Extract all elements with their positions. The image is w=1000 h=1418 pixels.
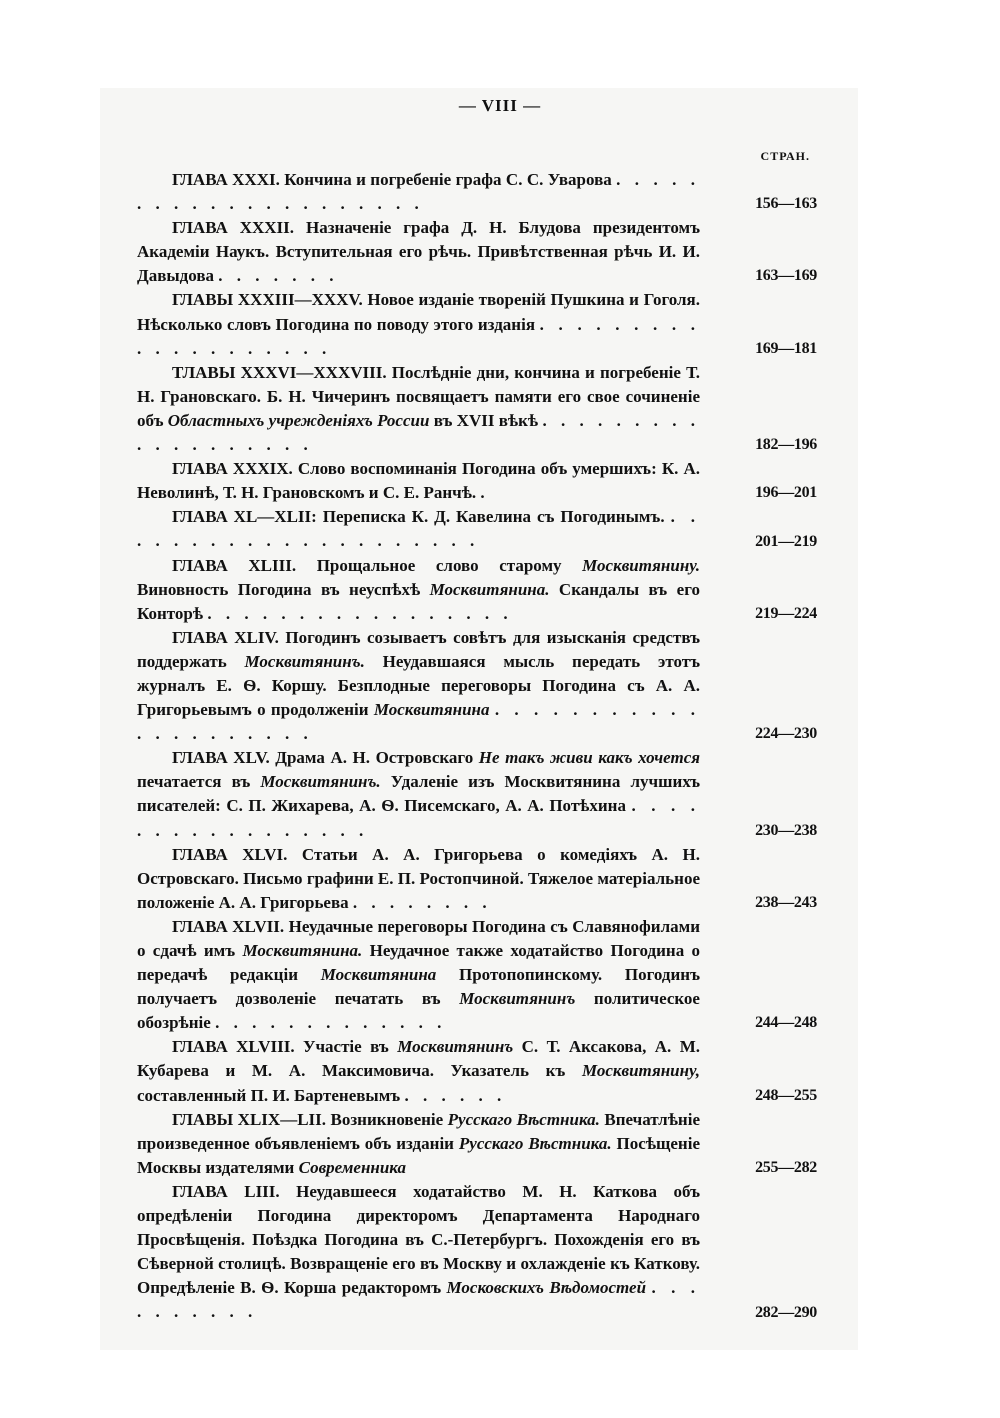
toc-entry[interactable]	[137, 1180, 817, 1325]
toc-entry[interactable]	[137, 1108, 817, 1180]
entry-text: ГЛАВА XXXI. Кончина и погребеніе графа С. С. Уварова . . . . . . . . . . . . . . . . . . . . .	[137, 170, 701, 214]
pages-column-label: СТРАН.	[760, 149, 810, 163]
toc-entry[interactable]	[137, 168, 817, 216]
entry-pages: 248—255	[755, 1086, 817, 1104]
entry-pages: 230—238	[755, 821, 817, 839]
entry-pages: 244—248	[755, 1014, 817, 1032]
entry-text: ГЛАВА XLV. Драма А. Н. Островскаго Не такъ живи какъ хочется печатается въ Москвитянинъ. Удаленіе изъ Москвитянина лучшихъ писателей: С. П. Жихарева, А. Ѳ. Писемскаго, А. А. Потѣхина . . . . . . . . . . . . . . . . .	[137, 748, 701, 840]
entry-pages: 169—181	[755, 339, 817, 357]
toc-entry[interactable]	[137, 457, 817, 505]
entry-pages: 238—243	[755, 893, 817, 911]
entry-text: ГЛАВА XLVII. Неудачные переговоры Погодина съ Славянофилами о сдачѣ имъ Москвитянина. Неудачное также ходатайство Погодина о передачѣ редакціи Москвитянина Протопопинскому. Погодинъ получаетъ дозволеніе печатать въ Москвитянинъ политическое обозрѣніе . . . . . . . . . . . . .	[137, 916, 701, 1033]
entry-text: ГЛАВА XLVI. Статьи А. А. Григорьева о комедіяхъ А. Н. Островскаго. Письмо графини Е. П. Ростопчиной. Тяжелое матеріальное положеніе А. А. Григорьева . . . . . . . .	[137, 844, 700, 912]
entry-text: ГЛАВА XLVIII. Участіе въ Москвитянинъ С. Т. Аксакова, А. М. Кубарева и М. А. Максимовича. Указатель къ Москвитянину, составленный П. И. Бартеневымъ . . . . . .	[137, 1037, 700, 1105]
toc-entry[interactable]	[137, 843, 817, 915]
entry-text: ГЛАВЫ XXXIII—XXXV. Новое изданіе твореній Пушкина и Гоголя. Нѣсколько словъ Погодина по поводу этого изданія . . . . . . . . . . . . . . . . . . . .	[137, 290, 701, 358]
table-of-contents	[137, 168, 817, 1325]
entry-text: ГЛАВЫ XLIX—LII. Возникновеніе Русскаго Вѣстника. Впечатлѣніе произведенное объявленіемъ объ изданіи Русскаго Вѣстника. Посѣщеніе Москвы издателями Современника	[137, 1109, 700, 1177]
entry-pages: 224—230	[755, 725, 817, 743]
entry-pages: 282—290	[755, 1303, 817, 1321]
toc-entry[interactable]	[137, 361, 817, 457]
toc-entry[interactable]	[137, 288, 817, 360]
toc-entry[interactable]	[137, 746, 817, 842]
toc-entry[interactable]	[137, 626, 817, 746]
entry-text: ТЛАВЫ XXXVI—XXXVIII. Послѣдніе дни, кончина и погребеніе Т. Н. Грановскаго. Б. Н. Чичеринъ посвящаетъ памяти его свое сочиненіе объ Областныхъ учрежденіяхъ России въ XVII вѣкѣ . . . . . . . . . . . . . . . . . . .	[137, 362, 700, 455]
entry-text: ГЛАВА XLIII. Прощальное слово старому Москвитянину. Виновность Погодина въ неуспѣхѣ Москвитянина. Скандалы въ его Конторѣ . . . . . . . . . . . . . . . . .	[137, 555, 700, 623]
entry-pages: 201—219	[755, 532, 817, 550]
page-folio: — VIII —	[458, 96, 542, 115]
toc-entry[interactable]	[137, 554, 817, 626]
entry-pages: 219—224	[755, 604, 817, 622]
entry-text: ГЛАВА LIII. Неудавшееся ходатайство М. Н. Каткова объ опредѣленіи Погодина директоромъ Департамента Народнаго Просвѣщенія. Поѣздка Погодина въ С.-Петербургъ. Похожденія его въ Сѣверной столицѣ. Возвращеніе его въ Москву и охлажденіе къ Каткову. Опредѣленіе В. Ѳ. Корша редакторомъ Московскихъ Вѣдомостей . . . . . . . . . .	[137, 1181, 700, 1322]
entry-text: ГЛАВА XLIV. Погодинъ созываетъ совѣтъ для изысканія средствъ поддержать Москвитянинъ. Неудавшаяся мысль передать этотъ журналъ Е. Ѳ. Коршу. Безплодные переговоры Погодина съ А. А. Григорьевымъ о продолженіи Москвитянина . . . . . . . . . . . . . . . . . . . . .	[137, 627, 701, 744]
entry-pages: 163—169	[755, 267, 817, 285]
entry-pages: 196—201	[755, 484, 817, 502]
toc-entry[interactable]	[137, 1035, 817, 1107]
toc-entry[interactable]	[137, 505, 817, 553]
entry-text: ГЛАВА XXXII. Назначеніе графа Д. Н. Блудова президентомъ Академіи Наукъ. Вступительная его рѣчь. Привѣтственная рѣчь И. И. Давыдова . . . . . . .	[137, 218, 700, 286]
entry-text: ГЛАВА XXXIX. Слово воспоминанія Погодина объ умершихъ: К. А. Неволинѣ, Т. Н. Грановскомъ и С. Е. Ранчѣ. .	[137, 459, 700, 503]
entry-pages: 182—196	[755, 436, 817, 454]
toc-entry[interactable]	[137, 216, 817, 288]
entry-pages: 156—163	[755, 195, 817, 213]
entry-pages: 255—282	[755, 1158, 817, 1176]
toc-entry[interactable]	[137, 915, 817, 1035]
entry-text: ГЛАВА XL—XLII: Переписка К. Д. Кавелина съ Погодинымъ. . . . . . . . . . . . . . . . . . . . . .	[137, 507, 701, 551]
